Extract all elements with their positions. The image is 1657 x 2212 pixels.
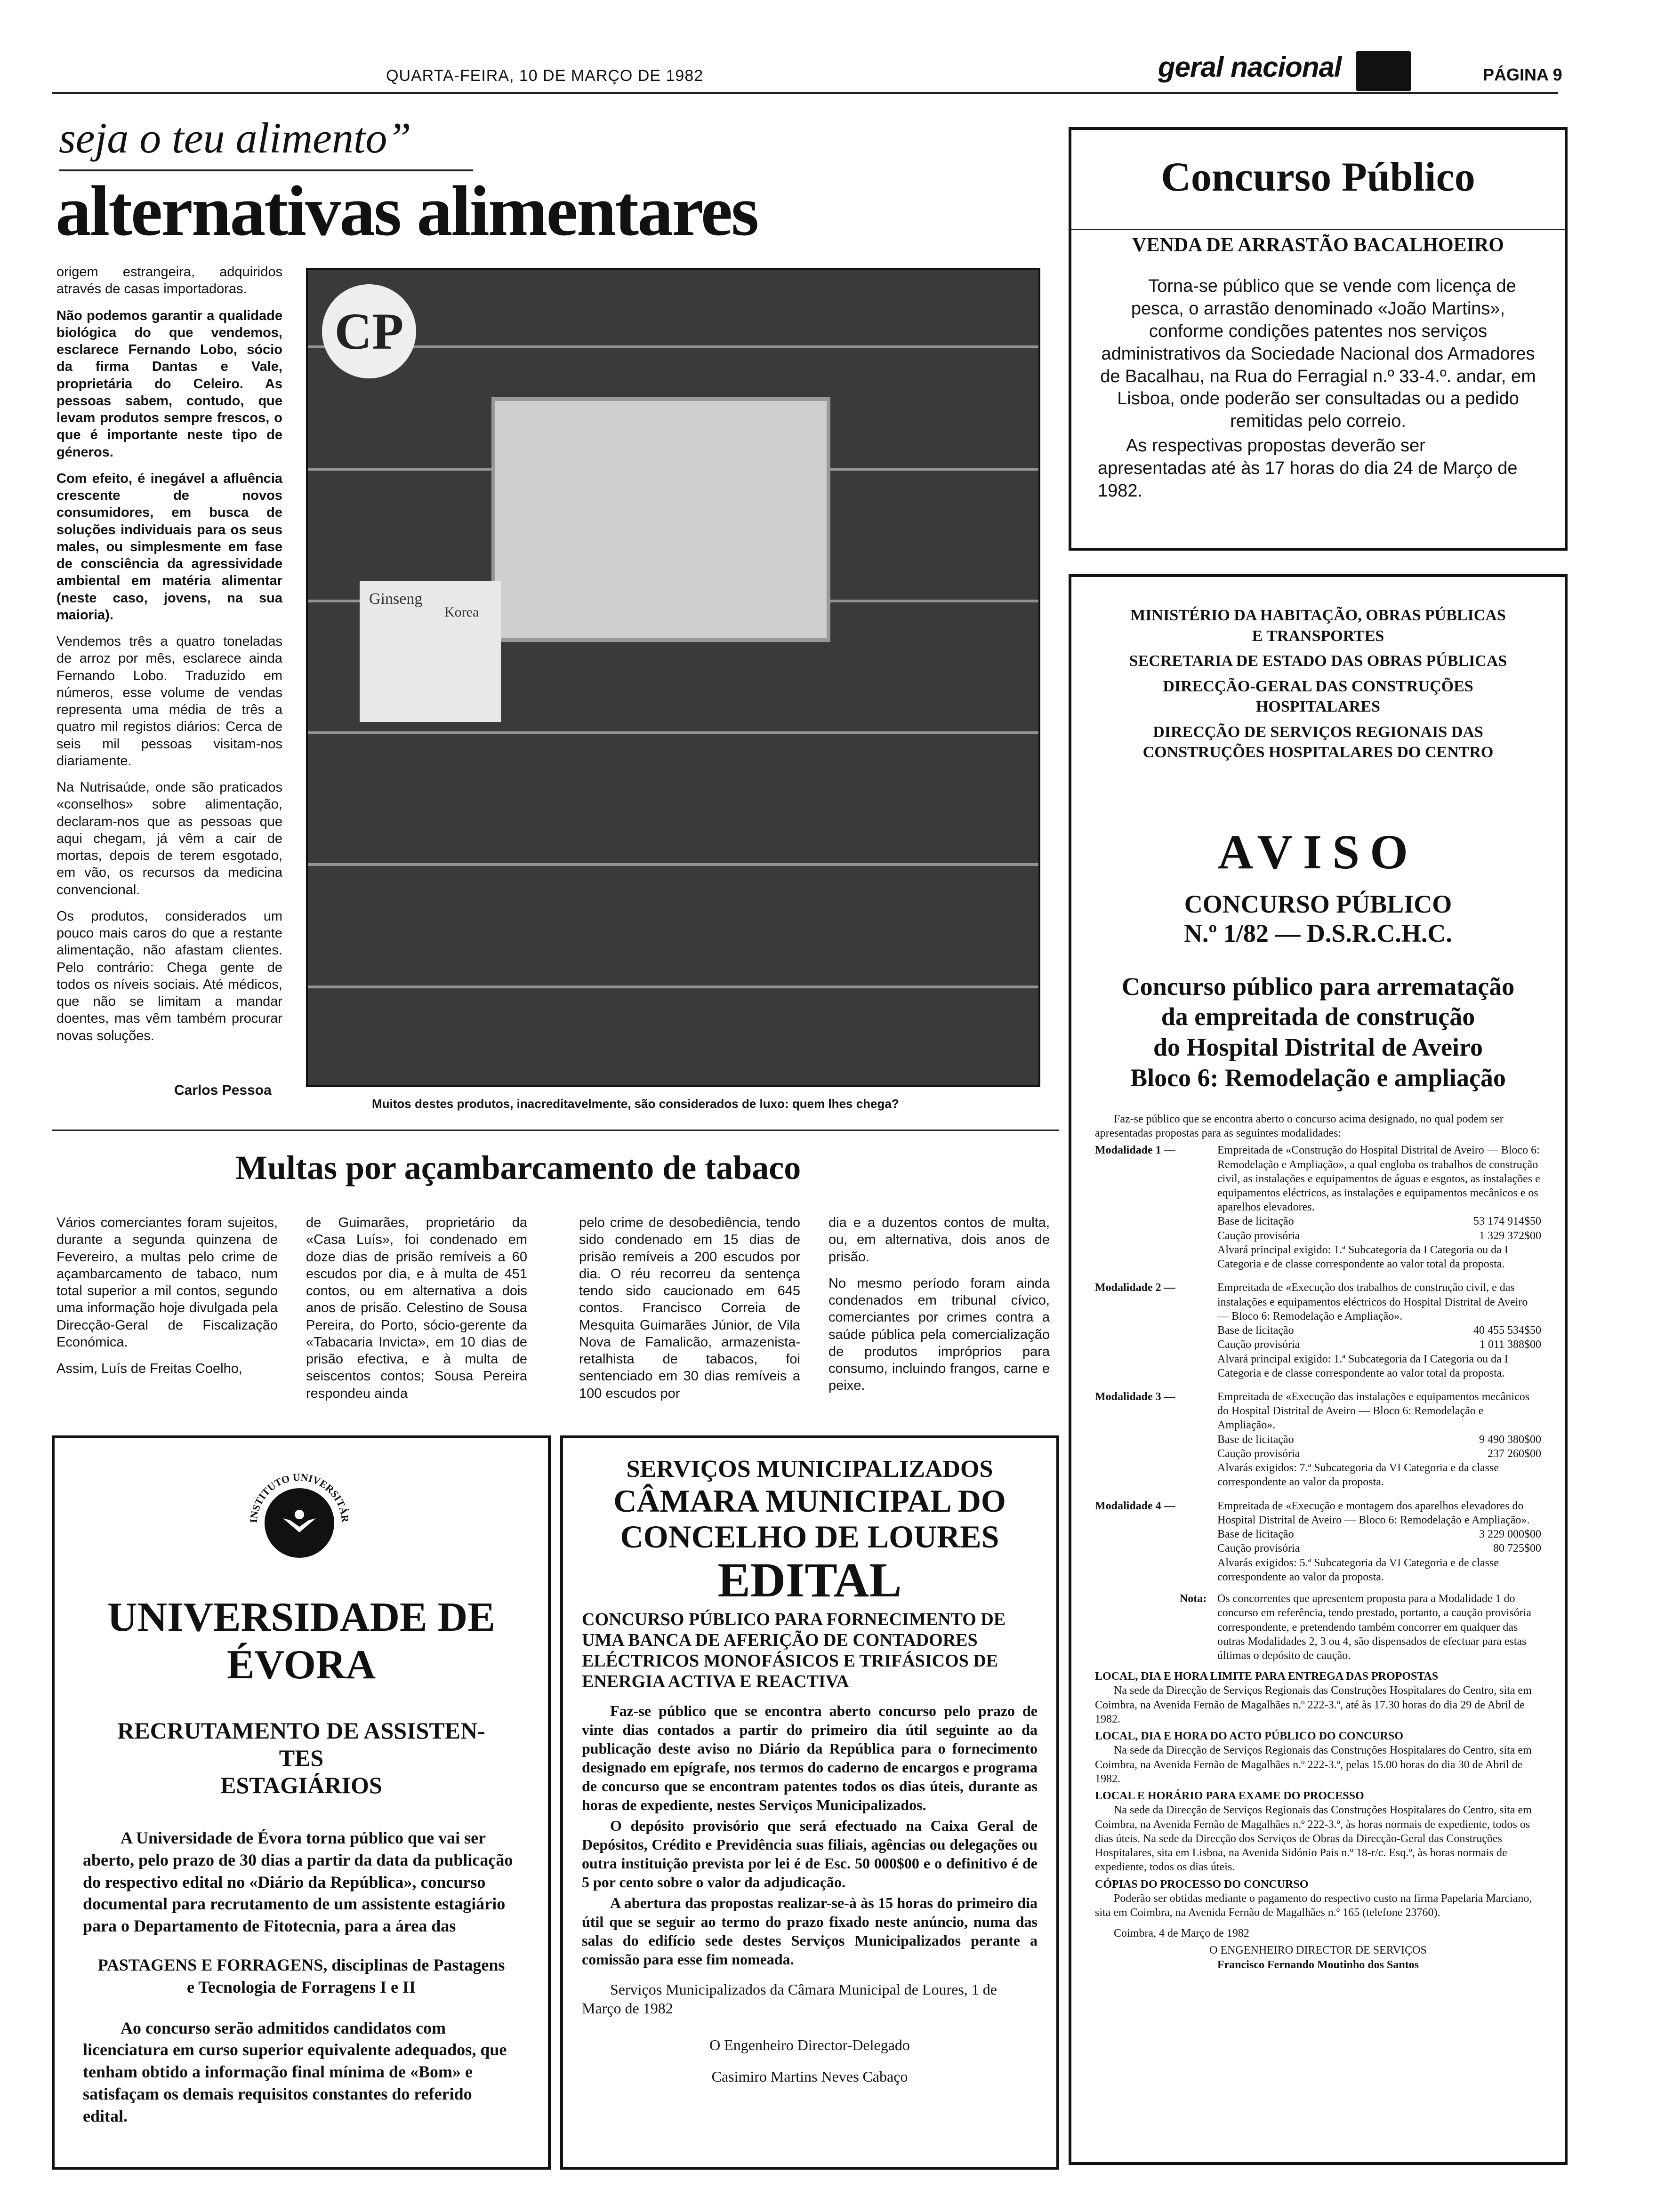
- caucao-row: [1217, 1541, 1541, 1555]
- evora-subtitle-1: RECRUTAMENTO DE ASSISTEN-: [117, 1717, 485, 1744]
- modalidade-1: [1095, 1143, 1541, 1271]
- article2-col1: [56, 1214, 278, 1387]
- evora-box: [52, 1435, 551, 2170]
- loures-box: [560, 1435, 1059, 2170]
- aviso-signer: Francisco Fernando Moutinho dos Santos: [1217, 1958, 1419, 1971]
- section-title: LOCAL, DIA E HORA DO ACTO PÚBLICO DO CONCURSO: [1095, 1730, 1403, 1743]
- section-text: Na sede da Direcção de Serviços Regionais das Construções Hospitalares do Centro, sita em Coimbra, na Avenida Fernão de Magalhães n.º 222-3.º, às horas normais de expediente, todos os dias úteis. Na sede da Direcção dos Serviços de Obras da Direcção-Geral das Construções Hospitalares, sita em Lisboa, na Avenida Sidónio Pais n.º 18-r/c. Esq.º, às horas normais de expediente, todos os dias úteis.: [1095, 1804, 1532, 1874]
- concurso-box: [1069, 127, 1568, 551]
- loures-paragraph: A abertura das propostas realizar-se-à às 15 horas do primeiro dia útil que se seguir ao termo do prazo fixado neste anúncio, numa das salas do edifício sede destes Serviços Municipalizados perante a comissão para esse fim nomeada.: [582, 1894, 1038, 1968]
- modalidade-label: Modalidade 1 —: [1095, 1144, 1175, 1157]
- base-row: [1217, 1527, 1541, 1541]
- ministry-line: CONSTRUÇÕES HOSPITALARES DO CENTRO: [1142, 744, 1494, 761]
- base-row: [1217, 1323, 1541, 1338]
- article-author: Carlos Pessoa: [174, 1082, 272, 1098]
- concurso-rule: [1071, 229, 1565, 230]
- aviso-heading-line: da empreitada de construção: [1161, 1002, 1475, 1031]
- loures-paragraph: O depósito provisório que será efectuado na Caixa Geral de Depósitos, Crédito e Previdência suas filiais, agências ou delegações ou outra instituição prevista por lei é de Esc. 50 000$00 e o definitivo é de 5 por cento sobre o valor da adjudicação.: [582, 1817, 1038, 1891]
- caucao-label: Caução provisória: [1217, 1447, 1300, 1460]
- university-seal-icon: [238, 1462, 361, 1584]
- seal-text: INSTITUTO UNIVERSITÁR: [247, 1471, 352, 1523]
- photo-label: Ginseng: [369, 590, 423, 608]
- section-text: Na sede da Direcção de Serviços Regionais das Construções Hospitalares do Centro, sita em Coimbra, na Avenida Fernão de Magalhães n.º 222-3.º, pelas 15.00 horas do dia 30 de Abril de 1982.: [1095, 1744, 1532, 1785]
- evora-title-line1: UNIVERSIDADE DE: [107, 1595, 495, 1640]
- loures-paragraph: Faz-se público que se encontra aberto concurso pelo prazo de vinte dias contados a partir do primeiro dia útil seguinte ao da publicação deste aviso no Diário da República para o fornecimento designado em epígrafe, nos termos do caderno de encargos e programa de concurso que se encontram patentes todos os dias úteis, durante as horas de expediente, nestes Serviços Municipalizados.: [582, 1702, 1038, 1813]
- brand-logo-icon: [1356, 51, 1411, 91]
- modalidade-label: Modalidade 2 —: [1095, 1282, 1175, 1294]
- caucao-value: 1 011 388$00: [1479, 1338, 1541, 1351]
- base-value: 53 174 914$50: [1473, 1215, 1541, 1228]
- article2-paragraph: dia e a duzentos contos de multa, ou, em alternativa, dois anos de prisão.: [828, 1215, 1050, 1265]
- article2-paragraph: No mesmo período foram ainda condenados em tribunal cívico, comerciantes por crimes contra a saúde pública pela comercialização de produtos impróprios para consumo, incluindo frangos, carne e peixe.: [828, 1275, 1050, 1394]
- loures-place-date: Serviços Municipalizados da Câmara Municipal de Loures, 1 de Março de 1982: [582, 1980, 997, 2017]
- aviso-number: N.º 1/82 — D.S.R.C.H.C.: [1184, 919, 1452, 947]
- modalidade-3: [1095, 1390, 1541, 1490]
- concurso-title: Concurso Público: [1161, 154, 1475, 200]
- base-label: Base de licitação: [1217, 1215, 1294, 1228]
- aviso-subtitle: CONCURSO PÚBLICO: [1184, 890, 1452, 918]
- caucao-value: 80 725$00: [1493, 1542, 1541, 1555]
- photo-caption: Muitos destes produtos, inacreditavelmente, são considerados de luxo: quem lhes chega?: [372, 1097, 899, 1111]
- section-title: LOCAL, DIA E HORA LIMITE PARA ENTREGA DAS PROPOSTAS: [1095, 1670, 1439, 1683]
- article-paragraph: origem estrangeira, adquiridos através de casas importadoras.: [56, 264, 282, 297]
- caucao-row: [1217, 1229, 1541, 1243]
- nota: [1095, 1592, 1541, 1663]
- modalidade-4: [1095, 1499, 1541, 1584]
- article2-paragraph: Assim, Luís de Freitas Coelho,: [56, 1361, 242, 1376]
- base-value: 40 455 534$50: [1473, 1324, 1541, 1337]
- article2-paragraph: de Guimarães, proprietário da «Casa Luís», foi condenado em doze dias de prisão remíveis a 60 escudos por dia, e à multa de 451 contos, ou em alternativa a dois anos de prisão. Celestino de Sousa Pereira, do Porto, sócio-gerente da «Tabacaria Invicta», em 10 dias de prisão efectiva, e à multa de seiscentos contos; Sousa Pereira respondeu ainda: [306, 1215, 527, 1401]
- loures-title-2: CÂMARA MUNICIPAL DO: [613, 1483, 1006, 1519]
- photo-label: Korea: [444, 604, 479, 620]
- loures-subtitle: CONCURSO PÚBLICO PARA FORNECIMENTO DE UMA BANCA DE AFERIÇÃO DE CONTADORES ELÉCTRICOS MONOFÁSICOS E TRIFÁSICOS DE ENERGIA ACTIVA E REACTIVA: [582, 1609, 1006, 1691]
- aviso-heading-line: Concurso público para arrematação: [1121, 972, 1515, 1001]
- modalidade-text: Empreitada de «Execução das instalações e equipamentos mecânicos do Hospital Distrital de Aveiro — Bloco 6: Remodelação e Ampliação».: [1217, 1391, 1530, 1432]
- caucao-label: Caução provisória: [1217, 1338, 1300, 1351]
- ministry-line: E TRANSPORTES: [1252, 627, 1384, 645]
- article-paragraph: Vendemos três a quatro toneladas de arroz por mês, esclarece ainda Fernando Lobo. Traduzido em números, esse volume de vendas representa uma média de três a quatro mil registos diários: Cerca de seis mil pessoas visitam-nos diariamente.: [56, 634, 282, 769]
- photo-shelf: [308, 863, 1038, 866]
- modalidade-text: Empreitada de «Construção do Hospital Distrital de Aveiro — Bloco 6: Remodelação e Ampliação», a qual engloba os trabalhos de construção civil, as instalações e equipamentos de águas e esgotos, as instalações e equipamentos eléctricos, as instalações e equipamentos mecânicos e os aparelhos elevadores.: [1217, 1144, 1540, 1214]
- newspaper-brand: geral nacional: [1158, 51, 1342, 83]
- photo-sign: [322, 284, 416, 378]
- photo-shelf: [308, 731, 1038, 734]
- concurso-body: Torna-se público que se vende com licença de pesca, o arrastão denominado «João Martins», conforme condições patentes nos serviços administrativos da Sociedade Nacional dos Armadores de Bacalhau, na Rua do Ferragial n.º 33-4.º. andar, em Lisboa, onde poderão ser consultadas ou a pedido remitidas pelo correio.: [1100, 276, 1536, 432]
- loures-title-1: SERVIÇOS MUNICIPALIZADOS: [626, 1456, 993, 1483]
- modalidade-text: Empreitada de «Execução dos trabalhos de construção civil, e das instalações e equipamentos eléctricos do Hospital Distrital de Aveiro — Bloco 6: Remodelação e Ampliação».: [1217, 1282, 1528, 1322]
- photo-shelf: [308, 986, 1038, 988]
- caucao-label: Caução provisória: [1217, 1229, 1300, 1242]
- photo-panel: [491, 397, 830, 642]
- alvara-text: Alvarás exigidos: 7.ª Subcategoria da VI Categoria e da classe correspondente ao valor da proposta.: [1217, 1462, 1499, 1489]
- evora-subtitle-3: ESTAGIÁRIOS: [220, 1772, 382, 1798]
- base-label: Base de licitação: [1217, 1433, 1294, 1446]
- article2-title: Multas por açambarcamento de tabaco: [235, 1149, 801, 1186]
- photo-box: [360, 581, 501, 722]
- article-title: alternativas alimentares: [56, 171, 758, 250]
- aviso-heading-line: do Hospital Distrital de Aveiro: [1153, 1033, 1483, 1062]
- loures-title-4: EDITAL: [717, 1553, 902, 1608]
- article2-col4: [828, 1214, 1050, 1404]
- section-title: LOCAL E HORÁRIO PARA EXAME DO PROCESSO: [1095, 1790, 1364, 1803]
- section-text: Na sede da Direcção de Serviços Regionais das Construções Hospitalares do Centro, sita em Coimbra, na Avenida Fernão de Magalhães n.º 222-3.º, até às 17.30 horas do dia 29 de Abril de 1982.: [1095, 1684, 1532, 1725]
- nota-label: Nota:: [1180, 1593, 1207, 1605]
- aviso-heading: [1071, 971, 1565, 1093]
- photo-sign-text: CP: [334, 302, 404, 360]
- aviso-title: AVISO: [1217, 825, 1418, 879]
- article-paragraph: Na Nutrisaúde, onde são praticados «conselhos» sobre alimentação, declaram-nos que as pessoas que aqui chegam, já vêm a cair de mortas, depois de terem esgotado, em vão, os recursos da medicina convencional.: [56, 780, 282, 898]
- article2-col2: [306, 1214, 527, 1411]
- loures-signer-title: O Engenheiro Director-Delegado: [709, 2036, 910, 2053]
- base-row: [1217, 1214, 1541, 1228]
- caucao-row: [1217, 1338, 1541, 1352]
- base-row: [1217, 1433, 1541, 1447]
- aviso-box: [1069, 574, 1568, 2165]
- alvara-text: Alvará principal exigido: 1.ª Subcategoria da I Categoria ou da I Categoria e de classe correspondente ao valor total da proposta.: [1217, 1243, 1508, 1271]
- base-value: 3 229 000$00: [1479, 1528, 1541, 1541]
- evora-paragraph: A Universidade de Évora torna público que vai ser aberto, pelo prazo de 30 dias a partir da data da publicação do respectivo edital no «Diário da República», concurso documental para recrutamento de um assistente estagiário para o Departamento de Fitotecnia, para a área das: [83, 1828, 513, 1936]
- caucao-value: 1 329 372$00: [1479, 1229, 1541, 1242]
- photo-shelf: [308, 345, 1038, 348]
- loures-title-3: CONCELHO DE LOURES: [620, 1519, 999, 1555]
- modalidade-label: Modalidade 3 —: [1095, 1391, 1175, 1403]
- ministry-line: DIRECÇÃO-GERAL DAS CONSTRUÇÕES: [1163, 677, 1473, 695]
- base-label: Base de licitação: [1217, 1528, 1294, 1541]
- nota-text: Os concorrentes que apresentem proposta para a Modalidade 1 do concurso em referência, tendo prestado, portanto, a caução provisória correspondente, e pretendendo também concorrer em qualquer das outras Modalidades 2, 3 ou 4, são dispensados de efectuar para estas últimas o depósito de caução.: [1217, 1593, 1532, 1662]
- article-photo: [306, 268, 1040, 1087]
- loures-signer: Casimiro Martins Neves Cabaço: [711, 2068, 908, 2085]
- concurso-subtitle: VENDA DE ARRASTÃO BACALHOEIRO: [1132, 234, 1504, 256]
- aviso-intro: Faz-se público que se encontra aberto o concurso acima designado, no qual podem ser apresentadas propostas para as seguintes modalidades:: [1095, 1113, 1504, 1140]
- evora-paragraph: PASTAGENS E FORRAGENS, disciplinas de Pastagens e Tecnologia de Forragens I e II: [97, 1955, 505, 1996]
- aviso-details: [1095, 1112, 1541, 1972]
- ministry-line: SECRETARIA DE ESTADO DAS OBRAS PÚBLICAS: [1129, 652, 1507, 670]
- base-value: 9 490 380$00: [1479, 1433, 1541, 1446]
- ministry-block: [1071, 605, 1565, 763]
- header-rule: [52, 92, 1558, 94]
- caucao-label: Caução provisória: [1217, 1542, 1300, 1555]
- article2-col3: [579, 1214, 800, 1411]
- ministry-line: DIRECÇÃO DE SERVIÇOS REGIONAIS DAS: [1153, 723, 1483, 741]
- aviso-date: Coimbra, 4 de Março de 1982: [1114, 1927, 1249, 1940]
- header-date: QUARTA-FEIRA, 10 DE MARÇO DE 1982: [386, 67, 704, 85]
- section-text: Poderão ser obtidas mediante o pagamento do respectivo custo na firma Papelaria Marciano, sita em Coimbra, na Avenida Fernão de Magalhães n.º 165 (telefone 23760).: [1095, 1892, 1532, 1919]
- base-label: Base de licitação: [1217, 1324, 1294, 1337]
- page-number: PÁGINA 9: [1483, 65, 1562, 84]
- modalidade-label: Modalidade 4 —: [1095, 1499, 1175, 1512]
- caucao-row: [1217, 1447, 1541, 1461]
- aviso-heading-line: Bloco 6: Remodelação e ampliação: [1130, 1064, 1506, 1092]
- evora-title-line2: ÉVORA: [226, 1642, 376, 1688]
- modalidade-2: [1095, 1281, 1541, 1380]
- article-paragraph: Não podemos garantir a qualidade biológica do que vendemos, esclarece Fernando Lobo, sócio da firma Dantas e Vale, proprietária do Celeiro. As pessoas sabem, contudo, que levam produtos sempre frescos, o que é importante neste tipo de géneros.: [56, 308, 282, 460]
- section-title: CÓPIAS DO PROCESSO DO CONCURSO: [1095, 1878, 1309, 1891]
- article-kicker: seja o teu alimento”: [59, 114, 411, 162]
- concurso-deadline: As respectivas propostas deverão ser apresentadas até às 17 horas do dia 24 de Março de 1982.: [1098, 436, 1518, 501]
- article-paragraph: Os produtos, considerados um pouco mais caros do que a restante alimentação, não afastam clientes. Pelo contrário: Chega gente de todos os níveis sociais. Até médicos, que não se limitam a mandar doentes, mas vêm também procurar novas soluções.: [56, 908, 282, 1043]
- article2-paragraph: pelo crime de desobediência, tendo sido condenado em 15 dias de prisão remíveis a 200 escudos por dia. O réu recorreu da sentença tendo sido caucionado em 645 contos. Francisco Correia de Mesquita Guimarães Júnior, de Vila Nova de Famalicão, armazenista-retalhista de tabacos, foi sentenciado em 30 dias remíveis a 100 escudos por: [579, 1215, 800, 1401]
- evora-subtitle-2: TES: [279, 1745, 324, 1771]
- alvara-text: Alvará principal exigido: 1.ª Subcategoria da I Categoria ou da I Categoria e de classe correspondente ao valor total da proposta.: [1217, 1353, 1508, 1379]
- ministry-line: MINISTÉRIO DA HABITAÇÃO, OBRAS PÚBLICAS: [1130, 607, 1506, 624]
- article2-paragraph: Vários comerciantes foram sujeitos, durante a segunda quinzena de Fevereiro, a multas pelo crime de açambarcamento de tabaco, num total superior a mil contos, segundo uma informação hoje divulgada pela Direcção-Geral de Fiscalização Económica.: [56, 1215, 278, 1350]
- alvara-text: Alvarás exigidos: 5.ª Subcategoria da VI Categoria e de classe correspondente ao valor da proposta.: [1217, 1556, 1499, 1583]
- caucao-value: 237 260$00: [1488, 1447, 1541, 1460]
- article-body: [56, 264, 282, 1054]
- aviso-signer-title: O ENGENHEIRO DIRECTOR DE SERVIÇOS: [1209, 1944, 1427, 1957]
- modalidade-text: Empreitada de «Execução e montagem dos aparelhos elevadores do Hospital Distrital de Aveiro — Bloco 6: Remodelação e Ampliação».: [1217, 1499, 1530, 1526]
- ministry-line: HOSPITALARES: [1256, 698, 1380, 716]
- section-rule: [52, 1130, 1059, 1131]
- evora-paragraph: Ao concurso serão admitidos candidatos com licenciatura em curso superior equivalente adequados, que tenham obtido a informação final mínima de «Bom» e satisfaçam os demais requisitos constantes do referido edital.: [83, 2018, 507, 2125]
- article-paragraph: Com efeito, é inegável a afluência crescente de novos consumidores, em busca de soluções individuais para os seus males, ou simplesmente em fase de consciência da agressividade ambiental em matéria alimentar (neste caso, jovens, na sua maioria).: [56, 471, 282, 623]
